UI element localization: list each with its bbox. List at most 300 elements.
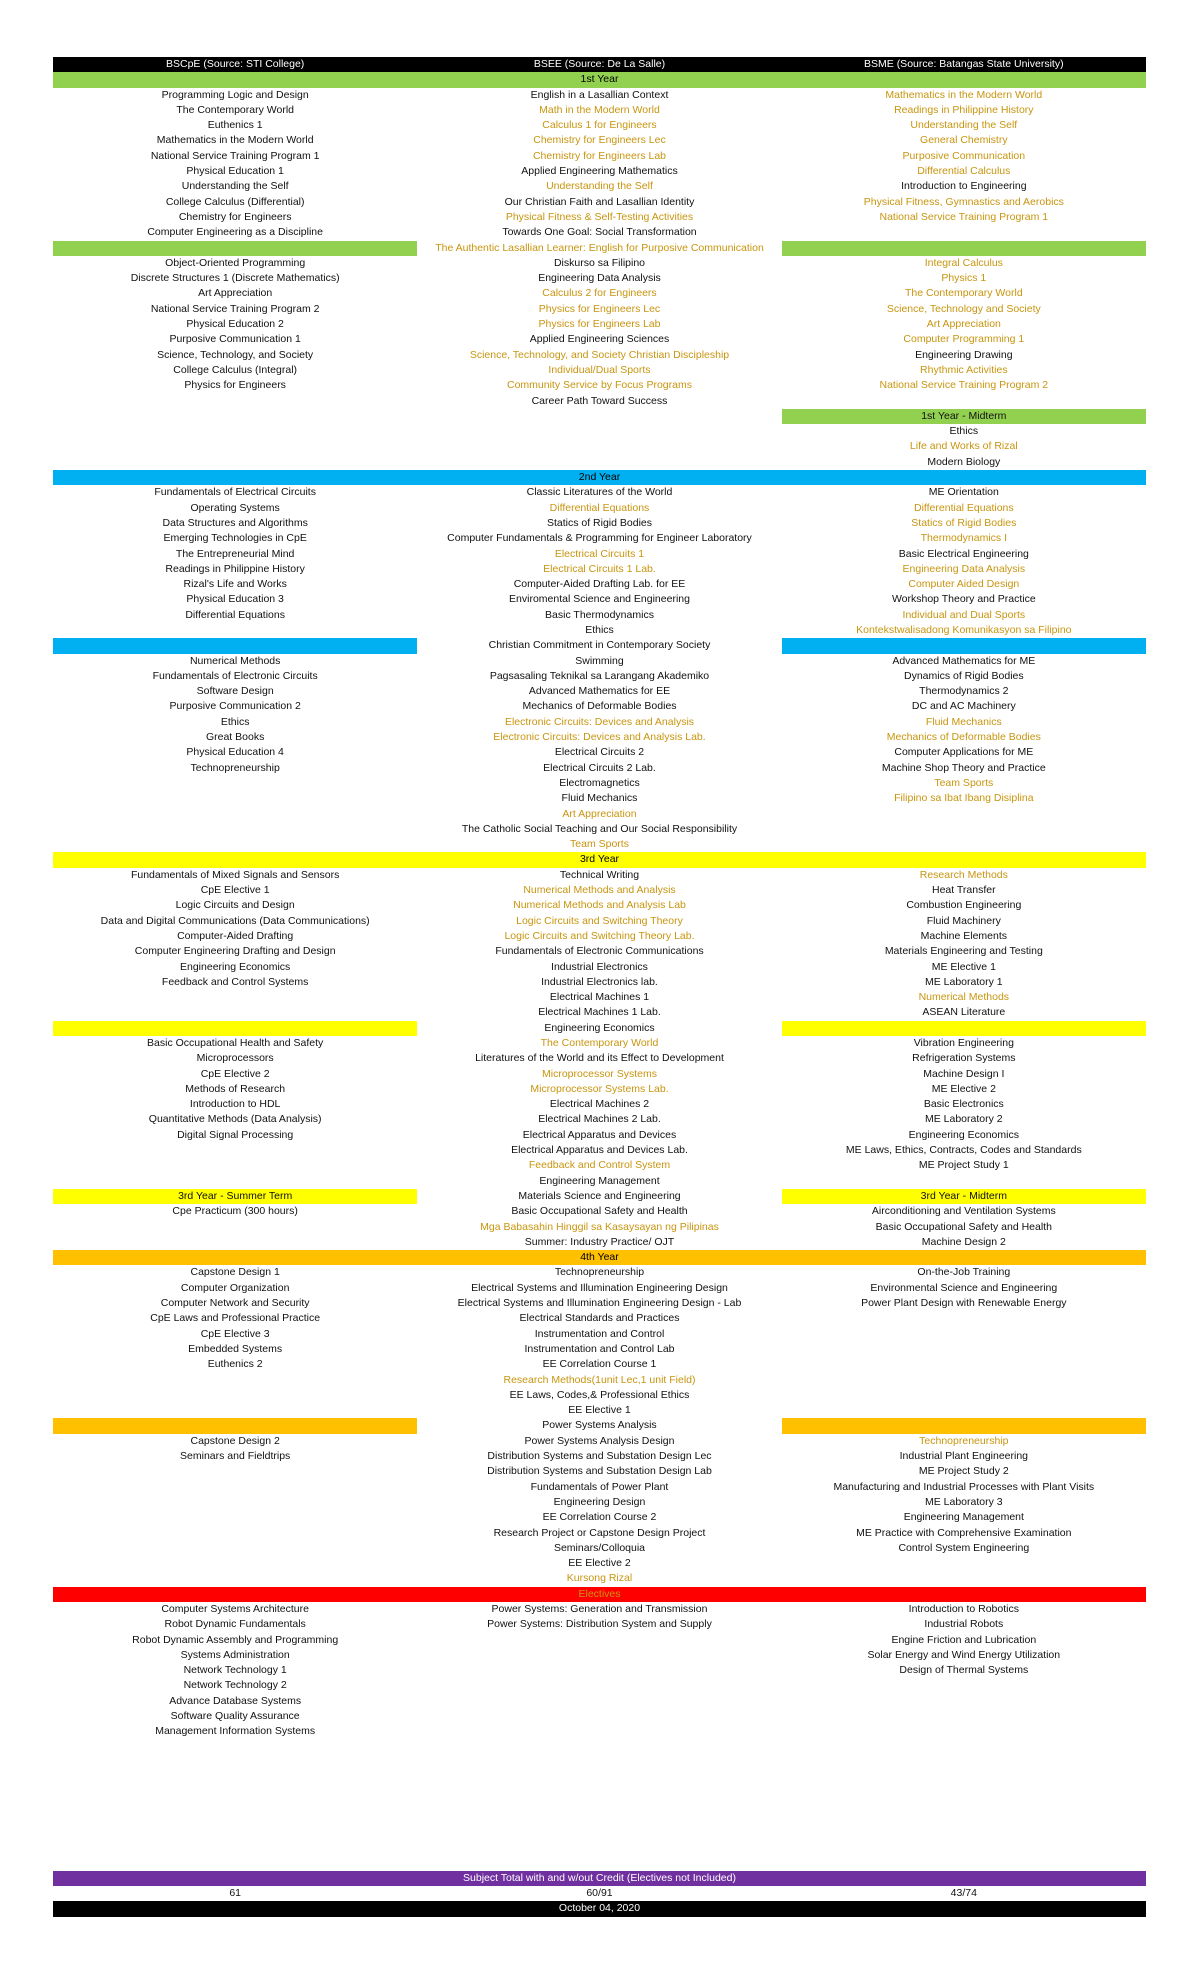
band-label: 1st Year [580, 73, 619, 86]
course-ee: Calculus 1 for Engineers [542, 119, 657, 132]
band-label: 4th Year [580, 1251, 619, 1264]
course-row [53, 1648, 1146, 1663]
course-me: Industrial Plant Engineering [899, 1450, 1029, 1463]
course-cpe [53, 1526, 417, 1541]
course-ee: Seminars/Colloquia [553, 1541, 646, 1554]
course-me: Machine Design 2 [921, 1235, 1006, 1248]
course-ee [417, 1724, 781, 1739]
course-row [53, 654, 1146, 669]
course-me: ASEAN Literature [922, 1006, 1006, 1019]
course-row [53, 1143, 1146, 1158]
course-me: Physical Fitness, Gymnastics and Aerobics [863, 195, 1064, 208]
course-cpe: Purposive Communication 2 [169, 700, 301, 713]
course-cpe: Great Books [205, 731, 265, 744]
course-cpe [53, 1235, 417, 1250]
course-cpe: Fundamentals of Mixed Signals and Sensors [130, 868, 340, 881]
course-cpe: Differential Equations [185, 608, 285, 621]
course-cpe: Computer Organization [180, 1281, 290, 1294]
course-me: Refrigeration Systems [912, 1052, 1016, 1065]
course-me: Numerical Methods [918, 991, 1010, 1004]
column-header-row [53, 57, 1146, 72]
course-ee: Team Sports [570, 838, 629, 851]
course-ee: Electrical Circuits 1 Lab. [543, 562, 656, 575]
course-ee: Computer-Aided Drafting Lab. for EE [513, 578, 686, 591]
course-ee [417, 1678, 781, 1693]
course-me: Combustion Engineering [906, 899, 1022, 912]
course-cpe [53, 638, 417, 653]
course-ee: Understanding the Self [546, 180, 653, 193]
course-cpe [53, 822, 417, 837]
course-ee: Feedback and Control System [528, 1159, 671, 1172]
course-me [782, 1678, 1146, 1693]
year-band [53, 470, 1146, 485]
course-me: Readings in Philippine History [894, 103, 1034, 116]
course-me: The Contemporary World [904, 287, 1023, 300]
course-cpe: Management Information Systems [155, 1725, 316, 1738]
header-bsee: BSEE (Source: De La Salle) [533, 58, 666, 70]
course-row [53, 1541, 1146, 1556]
course-cpe: Fundamentals of Electrical Circuits [154, 486, 316, 499]
course-me: Workshop Theory and Practice [891, 593, 1036, 606]
course-cpe [53, 1541, 417, 1556]
course-row [53, 898, 1146, 913]
total-bscpe: 61 [229, 1886, 241, 1899]
course-cpe: Science, Technology, and Society [157, 348, 314, 361]
course-ee: Physics for Engineers Lec [538, 302, 661, 315]
course-cpe [53, 1388, 417, 1403]
course-me [782, 1342, 1146, 1357]
course-row [53, 149, 1146, 164]
course-row [53, 1373, 1146, 1388]
course-ee: EE Correlation Course 2 [542, 1511, 657, 1524]
course-row [53, 256, 1146, 271]
course-row [53, 1495, 1146, 1510]
course-cpe [53, 241, 417, 256]
course-row [53, 1097, 1146, 1112]
course-ee: Research Methods(1unit Lec,1 unit Field) [503, 1373, 696, 1386]
course-row [53, 791, 1146, 806]
course-cpe: Logic Circuits and Design [175, 899, 295, 912]
course-row [53, 837, 1146, 852]
course-me: ME Elective 1 [931, 960, 996, 973]
course-cpe: Seminars and Fieldtrips [180, 1450, 291, 1463]
course-me: Thermodynamics 2 [919, 685, 1009, 698]
course-me: Kontekstwalisadong Komunikasyon sa Filipino [856, 623, 1072, 636]
course-me: ME Project Study 2 [918, 1465, 1009, 1478]
course-row [53, 1464, 1146, 1479]
course-cpe: Robot Dynamic Fundamentals [164, 1618, 306, 1631]
course-me [782, 1571, 1146, 1586]
course-row [53, 562, 1146, 577]
course-row [53, 592, 1146, 607]
course-me: Basic Electrical Engineering [898, 547, 1029, 560]
course-ee: The Catholic Social Teaching and Our Social Responsibility [461, 822, 738, 835]
band-label: 3rd Year [579, 853, 620, 866]
course-ee: Materials Science and Engineering [518, 1189, 681, 1202]
course-me: 3rd Year - Midterm [782, 1189, 1146, 1204]
course-row [53, 88, 1146, 103]
course-ee: Logic Circuits and Switching Theory [516, 914, 683, 927]
course-rows [53, 72, 1146, 1739]
course-row [53, 990, 1146, 1005]
course-row [53, 1174, 1146, 1189]
course-row [53, 1005, 1146, 1020]
course-cpe: Introduction to HDL [189, 1098, 281, 1111]
course-row [53, 1265, 1146, 1280]
course-me: Physics 1 [941, 272, 987, 285]
course-me: Differential Equations [914, 501, 1014, 514]
course-cpe [53, 1174, 417, 1189]
course-me: Computer Applications for ME [894, 746, 1034, 759]
course-row [53, 1327, 1146, 1342]
course-cpe: Microprocessors [196, 1052, 274, 1065]
course-cpe [53, 837, 417, 852]
course-cpe [53, 394, 417, 409]
year-band [53, 1250, 1146, 1265]
course-ee: Electrical Systems and Illumination Engineering Design - Lab [457, 1297, 742, 1310]
course-ee: Electrical Apparatus and Devices [522, 1128, 677, 1141]
course-ee: Engineering Management [539, 1174, 660, 1187]
course-cpe: Capstone Design 2 [190, 1434, 280, 1447]
course-row [53, 975, 1146, 990]
course-ee: Calculus 2 for Engineers [542, 287, 657, 300]
course-row [53, 164, 1146, 179]
course-ee: Statics of Rigid Bodies [546, 516, 653, 529]
course-ee: Power Systems Analysis [542, 1419, 657, 1432]
course-row [53, 394, 1146, 409]
course-ee: Enviromental Science and Engineering [509, 593, 690, 606]
course-cpe [53, 1464, 417, 1479]
course-ee: Instrumentation and Control Lab [524, 1342, 675, 1355]
course-cpe: Purposive Communication 1 [169, 333, 301, 346]
course-cpe: College Calculus (Integral) [173, 363, 298, 376]
course-me: Introduction to Engineering [901, 180, 1027, 193]
band-label: Electives [578, 1587, 621, 1600]
course-row [53, 1220, 1146, 1235]
header-bsme: BSME (Source: Batangas State University) [864, 58, 1064, 70]
course-me [782, 1327, 1146, 1342]
course-row [53, 1189, 1146, 1204]
course-cpe [53, 1510, 417, 1525]
course-me: DC and AC Machinery [911, 700, 1016, 713]
course-row [53, 1709, 1146, 1724]
course-me: Environmental Science and Engineering [870, 1281, 1058, 1294]
course-row [53, 424, 1146, 439]
total-label: Subject Total with and w/out Credit (Electives not Included) [463, 1871, 736, 1884]
course-me: National Service Training Program 1 [879, 210, 1049, 223]
course-ee: Basic Thermodynamics [545, 608, 654, 621]
date-label: October 04, 2020 [558, 1902, 641, 1915]
course-me: Mechanics of Deformable Bodies [886, 731, 1041, 744]
course-cpe [53, 1220, 417, 1235]
course-ee: Math in the Modern World [539, 103, 660, 116]
band-label: 2nd Year [578, 471, 621, 484]
course-me: Individual and Dual Sports [902, 608, 1026, 621]
course-cpe: 3rd Year - Summer Term [53, 1189, 417, 1204]
course-row [53, 669, 1146, 684]
course-row [53, 1556, 1146, 1571]
course-me: Basic Electronics [923, 1098, 1004, 1111]
course-ee: Advanced Mathematics for EE [528, 685, 671, 698]
course-ee [417, 439, 781, 454]
course-ee: Physics for Engineers Lab [538, 318, 661, 331]
course-row [53, 1617, 1146, 1632]
course-cpe: Quantitative Methods (Data Analysis) [148, 1113, 322, 1126]
course-me [782, 1709, 1146, 1724]
course-ee: The Contemporary World [540, 1037, 659, 1049]
course-cpe [53, 1480, 417, 1495]
course-me: Airconditioning and Ventilation Systems [871, 1205, 1056, 1218]
course-ee [417, 1694, 781, 1709]
course-ee: Career Path Toward Success [531, 394, 668, 407]
course-cpe [53, 776, 417, 791]
course-row [53, 1342, 1146, 1357]
course-me [782, 837, 1146, 852]
course-me: Modern Biology [927, 455, 1001, 468]
year-band [53, 72, 1146, 87]
course-me: ME Orientation [928, 486, 999, 499]
course-row [53, 241, 1146, 256]
course-ee: EE Laws, Codes,& Professional Ethics [509, 1388, 690, 1401]
course-row [53, 133, 1146, 148]
course-cpe: Basic Occupational Health and Safety [147, 1037, 324, 1049]
year-band [53, 852, 1146, 867]
course-cpe [53, 439, 417, 454]
course-cpe: Computer-Aided Drafting [177, 929, 294, 942]
course-row [53, 1036, 1146, 1051]
course-row [53, 179, 1146, 194]
course-cpe: Euthenics 2 [207, 1358, 263, 1371]
course-me: Materials Engineering and Testing [884, 945, 1043, 958]
course-me: Understanding the Self [910, 119, 1018, 132]
course-me: Integral Calculus [924, 256, 1003, 269]
course-me [782, 394, 1146, 409]
course-ee: Diskurso sa Filipino [553, 256, 645, 269]
course-cpe: Digital Signal Processing [177, 1128, 294, 1141]
course-row [53, 210, 1146, 225]
course-row [53, 1571, 1146, 1586]
course-row [53, 608, 1146, 623]
course-me: National Service Training Program 2 [879, 379, 1049, 392]
course-me: Vibration Engineering [913, 1037, 1014, 1049]
course-cpe [53, 1005, 417, 1020]
course-cpe: Physical Education 1 [186, 165, 284, 178]
course-cpe [53, 1158, 417, 1173]
course-ee: EE Elective 2 [568, 1557, 631, 1570]
course-ee: Christian Commitment in Contemporary Society [488, 639, 711, 652]
course-row [53, 929, 1146, 944]
course-cpe: Physical Education 4 [186, 746, 284, 759]
course-row [53, 1281, 1146, 1296]
course-ee: Power Systems: Generation and Transmission [491, 1602, 708, 1615]
course-me: Ethics [949, 425, 979, 438]
course-ee: Engineering Data Analysis [538, 272, 661, 285]
course-row [53, 195, 1146, 210]
course-cpe: National Service Training Program 1 [150, 149, 320, 162]
course-ee: Electrical Apparatus and Devices Lab. [511, 1144, 688, 1157]
course-cpe [53, 455, 417, 470]
course-ee: Technopreneurship [554, 1266, 645, 1279]
course-ee [417, 1633, 781, 1648]
course-me: On-the-Job Training [917, 1266, 1011, 1279]
course-row [53, 1434, 1146, 1449]
course-cpe [53, 1403, 417, 1418]
course-ee: Electrical Circuits 1 [554, 547, 645, 560]
course-cpe: Art Appreciation [198, 287, 273, 300]
course-cpe [53, 1571, 417, 1586]
course-me: Technopreneurship [919, 1434, 1009, 1447]
course-cpe [53, 1021, 417, 1036]
course-me: ME Practice with Comprehensive Examination [856, 1526, 1072, 1539]
course-cpe [53, 1556, 417, 1571]
course-me: Machine Design I [923, 1067, 1005, 1080]
course-me: Life and Works of Rizal [909, 440, 1018, 453]
course-ee: Community Service by Focus Programs [507, 379, 692, 392]
course-me: Engineering Data Analysis [902, 562, 1026, 575]
course-ee: Summer: Industry Practice/ OJT [524, 1235, 675, 1248]
course-cpe: Operating Systems [190, 501, 280, 514]
course-ee [417, 455, 781, 470]
course-me [782, 1388, 1146, 1403]
course-me: ME Laboratory 3 [925, 1495, 1003, 1508]
course-ee: Towards One Goal: Social Transformation [502, 226, 697, 239]
curriculum-sheet [53, 57, 1146, 1917]
course-me: Rhythmic Activities [920, 363, 1008, 376]
course-cpe: Advance Database Systems [169, 1694, 302, 1707]
course-ee: Science, Technology, and Society Christian Discipleship [469, 348, 730, 361]
course-me: Filipino sa Ibat Ibang Disiplina [894, 792, 1034, 805]
course-me: Control System Engineering [898, 1541, 1030, 1554]
course-ee: Industrial Electronics [551, 960, 648, 973]
course-cpe: CpE Elective 2 [200, 1067, 270, 1080]
course-ee: Instrumentation and Control [534, 1327, 665, 1340]
course-cpe: CpE Elective 3 [200, 1327, 270, 1340]
course-cpe: National Service Training Program 2 [150, 302, 320, 315]
course-me: Machine Elements [920, 929, 1007, 942]
course-cpe: Data Structures and Algorithms [162, 516, 308, 529]
course-row [53, 1602, 1146, 1617]
course-cpe: Chemistry for Engineers [178, 210, 292, 223]
course-row [53, 271, 1146, 286]
course-cpe [53, 1373, 417, 1388]
course-row [53, 914, 1146, 929]
course-ee: Mga Babasahin Hinggil sa Kasaysayan ng Pilipinas [480, 1220, 719, 1233]
course-ee: Electronic Circuits: Devices and Analysis Lab. [493, 731, 706, 744]
course-ee: Logic Circuits and Switching Theory Lab. [504, 929, 695, 942]
course-cpe: CpE Elective 1 [200, 884, 270, 897]
course-me [782, 1403, 1146, 1418]
course-ee: Electrical Machines 1 [549, 991, 650, 1004]
course-me: Fluid Machinery [926, 914, 1001, 927]
course-row [53, 1403, 1146, 1418]
course-cpe: Computer Network and Security [160, 1297, 310, 1310]
course-me: Dynamics of Rigid Bodies [904, 669, 1024, 682]
course-me: Statics of Rigid Bodies [911, 516, 1017, 529]
course-me: ME Project Study 1 [918, 1159, 1009, 1172]
course-row [53, 455, 1146, 470]
course-me: Introduction to Robotics [908, 1602, 1019, 1615]
course-cpe: Emerging Technologies in CpE [163, 532, 307, 545]
course-cpe: Technopreneurship [190, 761, 280, 774]
course-me: Manufacturing and Industrial Processes with Plant Visits [833, 1480, 1095, 1493]
course-ee: Research Project or Capstone Design Project [493, 1526, 706, 1539]
course-row [53, 501, 1146, 516]
course-row [53, 776, 1146, 791]
course-ee: Distribution Systems and Substation Design Lab [487, 1465, 712, 1478]
course-row [53, 1112, 1146, 1127]
course-ee: Power Systems: Distribution System and Supply [487, 1618, 712, 1631]
course-row [53, 807, 1146, 822]
course-cpe: Readings in Philippine History [165, 562, 305, 575]
course-row [53, 1357, 1146, 1372]
course-row [53, 485, 1146, 500]
course-row [53, 1694, 1146, 1709]
course-ee: Fundamentals of Power Plant [530, 1480, 669, 1493]
course-ee: Computer Fundamentals & Programming for Engineer Laboratory [447, 532, 752, 545]
course-cpe: Programming Logic and Design [161, 88, 309, 101]
course-ee: Distribution Systems and Substation Design Lec [487, 1450, 712, 1463]
course-ee: Differential Equations [549, 501, 650, 514]
course-row [53, 1663, 1146, 1678]
course-me: Thermodynamics I [920, 532, 1007, 545]
course-cpe: Cpe Practicum (300 hours) [172, 1205, 298, 1218]
course-row [53, 1235, 1146, 1250]
course-ee [417, 424, 781, 439]
course-me: Mathematics in the Modern World [885, 88, 1043, 101]
course-me: Purposive Communication [902, 149, 1026, 162]
course-cpe [53, 409, 417, 424]
course-me [782, 822, 1146, 837]
course-cpe: Physical Education 2 [186, 318, 284, 331]
course-ee: Applied Engineering Mathematics [521, 165, 678, 178]
course-ee: Art Appreciation [562, 807, 637, 820]
course-row [53, 363, 1146, 378]
course-ee: English in a Lasallian Context [530, 88, 669, 101]
course-row [53, 103, 1146, 118]
course-ee: Chemistry for Engineers Lec [533, 134, 666, 147]
course-me [782, 1373, 1146, 1388]
course-cpe: Robot Dynamic Assembly and Programming [132, 1633, 339, 1646]
course-ee: Electromagnetics [559, 776, 640, 789]
course-ee [417, 409, 781, 424]
course-cpe: Computer Engineering Drafting and Design [134, 945, 336, 958]
course-ee: Ethics [585, 623, 614, 636]
course-me [782, 807, 1146, 822]
course-me: 1st Year - Midterm [782, 409, 1146, 424]
course-ee: Basic Occupational Safety and Health [511, 1205, 688, 1218]
course-cpe: CpE Laws and Professional Practice [150, 1312, 321, 1325]
course-row [53, 822, 1146, 837]
course-row [53, 409, 1146, 424]
course-row [53, 577, 1146, 592]
total-bsme: 43/74 [950, 1886, 977, 1899]
course-me: Team Sports [934, 776, 994, 789]
course-row [53, 715, 1146, 730]
course-row [53, 1449, 1146, 1464]
course-me: Engineering Economics [908, 1128, 1019, 1141]
course-row [53, 1418, 1146, 1433]
course-me: Design of Thermal Systems [899, 1664, 1029, 1677]
course-cpe: Object-Oriented Programming [165, 256, 306, 269]
course-row [53, 317, 1146, 332]
course-cpe: Network Technology 1 [183, 1664, 287, 1677]
course-row [53, 1082, 1146, 1097]
course-cpe: Software Design [196, 685, 274, 698]
course-cpe [53, 623, 417, 638]
course-ee: Applied Engineering Sciences [529, 333, 670, 346]
course-ee: Technical Writing [559, 868, 640, 881]
total-row [53, 1886, 1146, 1901]
